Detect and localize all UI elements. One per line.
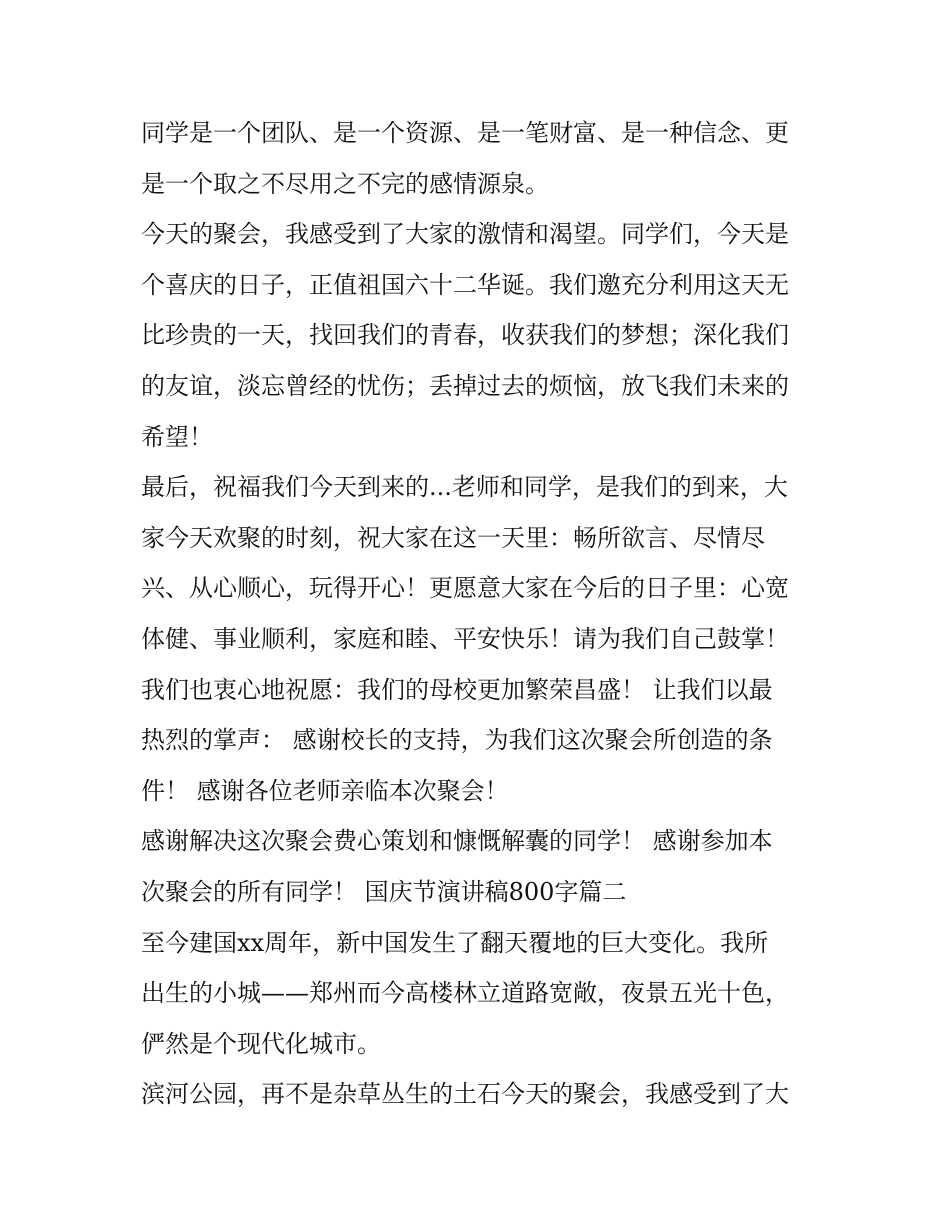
text-line: 件！ 感谢各位老师亲临本次聚会！	[141, 776, 509, 805]
document-body	[141, 108, 821, 1120]
text-line: 感谢解决这次聚会费心策划和慷慨解囊的同学！ 感谢参加本	[141, 827, 773, 856]
text-line: 热烈的掌声： 感谢校长的支持，为我们这次聚会所创造的条	[141, 726, 773, 755]
text-line: 同学是一个团队、是一个资源、是一笔财富、是一种信念、更	[141, 119, 789, 147]
text-line: 是一个取之不尽用之不完的感情源泉。	[141, 169, 549, 198]
text-line: 滨河公园，再不是杂草丛生的土石今天的聚会，我感受到了大	[141, 1080, 789, 1109]
text-line: 比珍贵的一天，找回我们的青春，收获我们的梦想；深化我们	[141, 321, 789, 350]
text-line: 出生的小城——郑州而今高楼林立道路宽敞，夜景五光十色，	[141, 979, 789, 1008]
text-line: 个喜庆的日子，正值祖国六十二华诞。我们邀充分利用这天无	[141, 270, 789, 299]
text-line: 俨然是个现代化城市。	[141, 1029, 381, 1058]
text-line: 次聚会的所有同学！ 国庆节演讲稿800字篇二	[141, 877, 627, 906]
text-line: 的友谊，淡忘曾经的忧伤；丢掉过去的烦恼，放飞我们未来的	[141, 371, 789, 400]
text-line: 我们也衷心地祝愿：我们的母校更加繁荣昌盛！ 让我们以最	[141, 675, 773, 704]
text-line: 至今建国xx周年，新中国发生了翻天覆地的巨大变化。我所	[141, 928, 769, 957]
text-line: 最后，祝福我们今天到来的...老师和同学，是我们的到来，大	[141, 473, 788, 502]
text-line: 家今天欢聚的时刻，祝大家在这一天里：畅所欲言、尽情尽	[141, 523, 765, 552]
text-line: 体健、事业顺利，家庭和睦、平安快乐！请为我们自己鼓掌！	[141, 624, 789, 653]
text-line: 兴、从心顺心，玩得开心！更愿意大家在今后的日子里：心宽	[141, 574, 789, 603]
text-line: 今天的聚会，我感受到了大家的激情和渴望。同学们，今天是	[141, 220, 789, 249]
text-line: 希望！	[141, 422, 213, 451]
